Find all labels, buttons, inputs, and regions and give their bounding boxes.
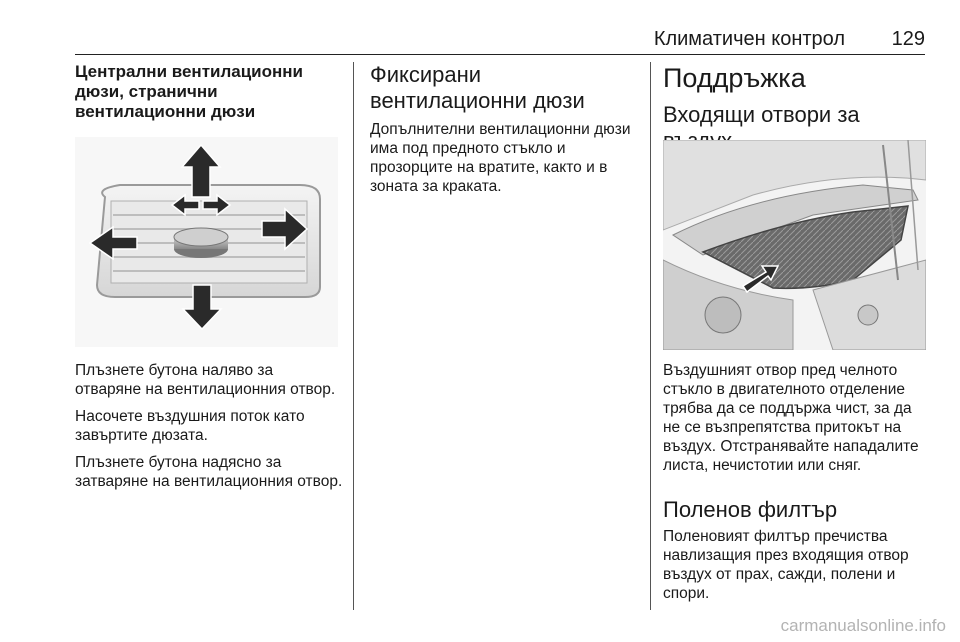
figure-vent-adjustment — [75, 137, 338, 347]
vent-instructions — [75, 361, 343, 499]
column-vents — [75, 62, 343, 122]
heading-maintenance: Поддръжка — [663, 63, 806, 93]
section-title: Климатичен контрол — [653, 28, 845, 50]
column-divider-2 — [650, 62, 651, 610]
maintenance-text — [663, 361, 933, 611]
page-number: 129 — [891, 28, 925, 50]
paragraph-direct: Насочете въздушния поток като завъртите дюзата. — [75, 408, 305, 444]
heading-fixed-vents: Фиксирани вентилационни дюзи — [370, 62, 585, 113]
watermark: carmanualsonline.info — [780, 616, 946, 635]
heading-air-inlets: Входящи отвори за — [663, 102, 860, 127]
paragraph-air-inlet: Въздушният отвор пред челното стъкло в двигателното отделение трябва да се поддържа чист, за да не се възпрепятства притокът на въздух. Отстранявайте нападалите листа, нечистотии или сняг. — [663, 362, 919, 474]
vent-knob — [174, 228, 228, 258]
paragraph-open: Плъзнете бутона наляво за отваряне на вентилационния отвор. — [75, 362, 336, 398]
figure-air-inlet — [663, 140, 926, 350]
paragraph-fixed-vents: Допълнителни вентилационни дюзи има под предното стъкло и прозорците на вратите, както и в зоната за краката. — [370, 121, 631, 195]
column-divider-1 — [353, 62, 354, 610]
paragraph-pollen-filter: Поленовият филтър пречиства навлизащия през входящия отвор въздух от прах, сажди, полени и спори. — [663, 528, 909, 602]
paragraph-close: Плъзнете бутона надясно за затваряне на вентилационния отвор. — [75, 454, 343, 490]
column-fixed-vents — [370, 62, 640, 204]
heading-pollen-filter: Поленов филтър — [663, 497, 838, 522]
page-header — [75, 26, 925, 55]
heading-central-vents: Централни вентилационни дюзи, странични вентилационни дюзи — [75, 62, 304, 121]
